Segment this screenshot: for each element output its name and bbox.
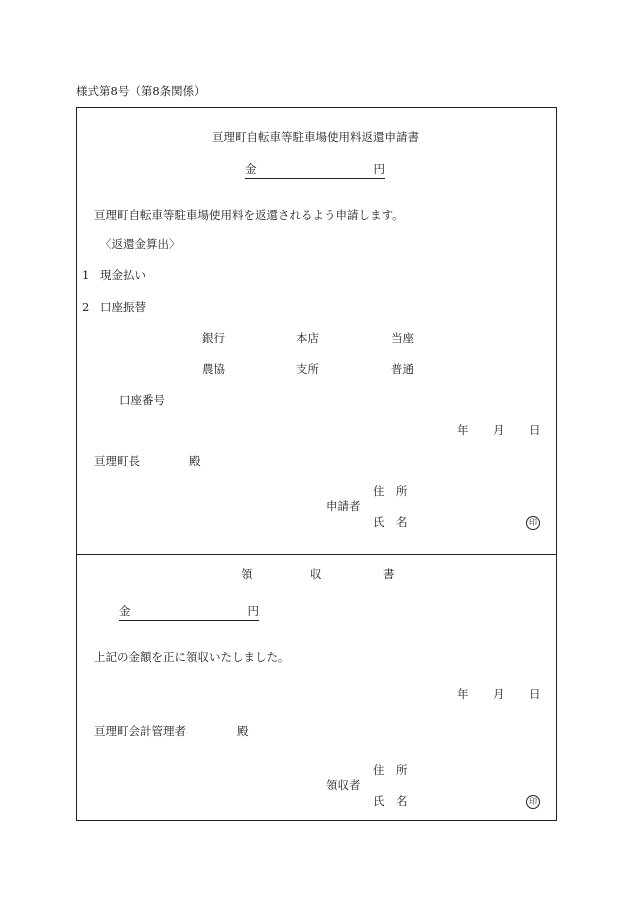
receipt-section — [76, 554, 557, 821]
bank-label: 銀行 — [202, 331, 225, 345]
option1-label: 現金払い — [100, 268, 146, 282]
date-day: 日 — [529, 687, 541, 701]
date-day: 日 — [529, 423, 541, 437]
option1-number: 1 — [82, 268, 90, 282]
branch-label: 支所 — [296, 362, 319, 376]
option2-number: 2 — [82, 300, 90, 314]
savings-label: 普通 — [391, 362, 414, 376]
option2-label: 口座振替 — [100, 300, 146, 314]
head-office-label: 本店 — [296, 331, 319, 345]
receipt-title-char-1: 領 — [241, 567, 253, 581]
checking-label: 当座 — [391, 331, 414, 345]
amount-suffix: 円 — [373, 162, 385, 176]
applicant-label: 申請者 — [326, 499, 361, 513]
seal-icon: 印 — [526, 795, 540, 809]
application-statement: 亘理町自転車等駐車場使用料を返還されるよう申請します。 — [94, 208, 404, 222]
receipt-amount-line — [119, 606, 259, 621]
seal-icon: 印 — [526, 516, 540, 530]
date-month: 月 — [493, 687, 505, 701]
addressee: 亘理町長 — [94, 454, 140, 468]
name-label: 氏 名 — [373, 515, 408, 529]
address-label: 住 所 — [373, 484, 408, 498]
amount-suffix: 円 — [247, 604, 259, 618]
agri-coop-label: 農協 — [202, 362, 225, 376]
application-title: 亘理町自転車等駐車場使用料返還申請書 — [212, 130, 419, 144]
date-year: 年 — [457, 423, 469, 437]
form-number: 様式第8号（第8条関係） — [76, 84, 206, 98]
calc-heading: 〈返還金算出〉 — [100, 237, 181, 251]
receipt-statement: 上記の金額を正に領収いたしました。 — [94, 650, 290, 664]
honorific: 殿 — [237, 724, 249, 738]
addressee: 亘理町会計管理者 — [94, 724, 186, 738]
date-month: 月 — [493, 423, 505, 437]
recipient-label: 領収者 — [326, 778, 361, 792]
address-label: 住 所 — [373, 763, 408, 777]
account-number-label: 口座番号 — [119, 393, 165, 407]
amount-prefix: 金 — [245, 162, 257, 176]
application-amount-line — [245, 164, 385, 179]
date-year: 年 — [457, 687, 469, 701]
honorific: 殿 — [189, 454, 201, 468]
receipt-title-char-3: 書 — [383, 567, 395, 581]
name-label: 氏 名 — [373, 794, 408, 808]
amount-prefix: 金 — [119, 604, 131, 618]
receipt-title-char-2: 収 — [310, 567, 322, 581]
